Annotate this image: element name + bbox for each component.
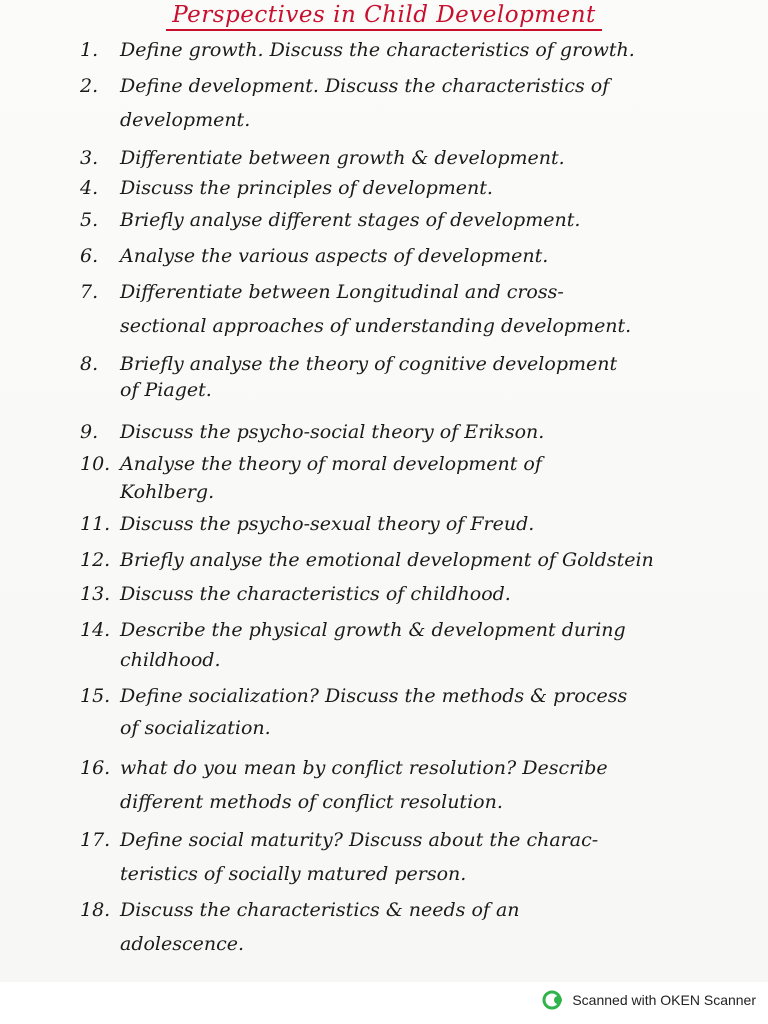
question-text: Discuss the psycho-sexual theory of Freud. [120, 513, 535, 535]
question-10 [80, 452, 745, 476]
question-text: Describe the physical growth & development during [120, 619, 626, 641]
question-17-continued [120, 862, 740, 886]
question-16-continued [120, 790, 740, 814]
question-11 [80, 512, 745, 536]
page-title-text: Perspectives in Child Development [166, 2, 602, 31]
question-number: 14. [80, 619, 111, 641]
question-9 [80, 420, 745, 444]
question-number: 9. [80, 421, 99, 443]
question-number: 11. [80, 513, 111, 535]
question-7 [80, 280, 745, 304]
question-number: 18. [80, 899, 111, 921]
question-number: 7. [80, 281, 99, 303]
question-number: 5. [80, 209, 99, 231]
question-10-continued [120, 480, 740, 504]
question-text: sectional approaches of understanding development. [120, 315, 632, 337]
question-text: Discuss the principles of development. [120, 177, 493, 199]
question-text: different methods of conflict resolution. [120, 791, 503, 813]
question-text: Briefly analyse the theory of cognitive development [120, 353, 618, 375]
question-text: Define socialization? Discuss the methods & process [120, 685, 628, 707]
question-text: Discuss the characteristics & needs of an [120, 899, 520, 921]
question-text: Kohlberg. [120, 481, 215, 503]
question-4 [80, 176, 745, 200]
question-16 [80, 756, 745, 780]
question-18 [80, 898, 745, 922]
question-number: 13. [80, 583, 111, 605]
question-text: of Piaget. [120, 379, 212, 401]
question-text: Define growth. Discuss the characteristics of growth. [120, 39, 635, 61]
question-number: 6. [80, 245, 99, 267]
question-text: Define social maturity? Discuss about the charac- [120, 829, 599, 851]
question-2 [80, 74, 745, 98]
question-17 [80, 828, 745, 852]
question-text: Analyse the theory of moral development of [120, 453, 542, 475]
question-text: teristics of socially matured person. [120, 863, 467, 885]
scanner-watermark [542, 990, 756, 1010]
question-1 [80, 38, 745, 62]
question-8 [80, 352, 745, 376]
question-text: what do you mean by conflict resolution? Describe [120, 757, 608, 779]
question-7-continued [120, 314, 740, 338]
question-5 [80, 208, 745, 232]
scanner-label: Scanned with OKEN Scanner [572, 992, 756, 1008]
question-2-continued [120, 108, 740, 132]
question-text: development. [120, 109, 251, 131]
question-number: 15. [80, 685, 111, 707]
question-text: Differentiate between Longitudinal and cross- [120, 281, 564, 303]
question-text: Analyse the various aspects of development. [120, 245, 549, 267]
question-text: Briefly analyse the emotional development of Goldstein [120, 549, 654, 571]
question-8-continued [120, 378, 740, 402]
question-number: 17. [80, 829, 111, 851]
question-number: 10. [80, 453, 111, 475]
question-number: 3. [80, 147, 99, 169]
question-15-continued [120, 716, 740, 740]
question-text: Discuss the characteristics of childhood. [120, 583, 511, 605]
question-number: 2. [80, 75, 99, 97]
question-number: 4. [80, 177, 99, 199]
question-text: Briefly analyse different stages of development. [120, 209, 581, 231]
oken-scanner-logo-icon [542, 990, 566, 1010]
question-3 [80, 146, 745, 170]
question-text: childhood. [120, 649, 221, 671]
question-6 [80, 244, 745, 268]
question-14-continued [120, 648, 740, 672]
question-number: 16. [80, 757, 111, 779]
question-number: 12. [80, 549, 111, 571]
question-text: of socialization. [120, 717, 271, 739]
question-12 [80, 548, 745, 572]
question-14 [80, 618, 745, 642]
question-number: 8. [80, 353, 99, 375]
question-number: 1. [80, 39, 99, 61]
question-text: Define development. Discuss the characteristics of [120, 75, 610, 97]
question-18-continued [120, 932, 740, 956]
question-text: Discuss the psycho-social theory of Erikson. [120, 421, 545, 443]
question-13 [80, 582, 745, 606]
page-title [0, 2, 768, 31]
question-text: Differentiate between growth & development. [120, 147, 565, 169]
question-text: adolescence. [120, 933, 245, 955]
question-15 [80, 684, 745, 708]
